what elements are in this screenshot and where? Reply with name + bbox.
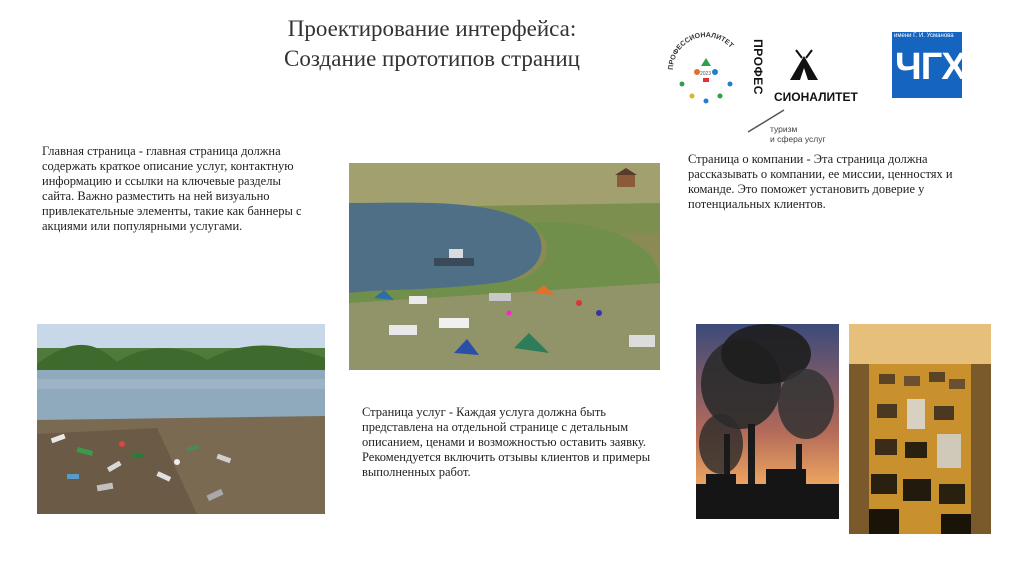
- prof-vertical-text: ПРОФЕС: [750, 39, 765, 95]
- title-line-2: Создание прототипов страниц: [284, 46, 580, 71]
- lake-camping-photo: [349, 163, 660, 370]
- littered-shore-photo: [37, 324, 325, 514]
- page-title: [232, 14, 632, 74]
- about-page-description: Страница о компании - Эта страница должна рассказывать о компании, ее миссии, ценностях и команде. Это поможет установить доверие у потенциальных клиентов.: [688, 152, 953, 211]
- home-page-description: Главная страница - главная страница должна содержать краткое описание услуг, контактную информацию и ссылки на ключевые разделы сайта. Важно разместить на ней визуально привлекательные элементы, такие как баннеры с акциями или популярными услугами.: [42, 144, 302, 233]
- prof-subtitle: туризм и сфера услуг: [770, 124, 826, 144]
- tent-icon: [786, 48, 826, 84]
- professionalitet-ring-logo: [664, 28, 748, 112]
- ring-year: 2023: [700, 71, 712, 77]
- professionalitet-tourism-logo: [750, 28, 870, 148]
- chgu-big-text: ЧГХ: [895, 46, 966, 88]
- chgu-top-text: имени Г. И. Усманова: [894, 33, 954, 39]
- ring-text: ПРОФЕССИОНАЛИТЕТ: [667, 31, 735, 71]
- prof-horizontal-text: СИОНАЛИТЕТ: [774, 90, 858, 104]
- chgu-logo: [892, 32, 966, 98]
- traffic-smog-photo: [849, 324, 991, 534]
- title-line-1: Проектирование интерфейса:: [287, 16, 577, 41]
- services-page-description: Страница услуг - Каждая услуга должна быть представлена на отдельной странице с детальным описанием, ценами и возможностью оставить заявку. Рекомендуется включить отзывы клиентов и примеры выполненных работ.: [362, 405, 651, 479]
- svg-text:ПРОФЕССИОНАЛИТЕТ: [668, 32, 735, 70]
- factory-smoke-photo: [696, 324, 839, 519]
